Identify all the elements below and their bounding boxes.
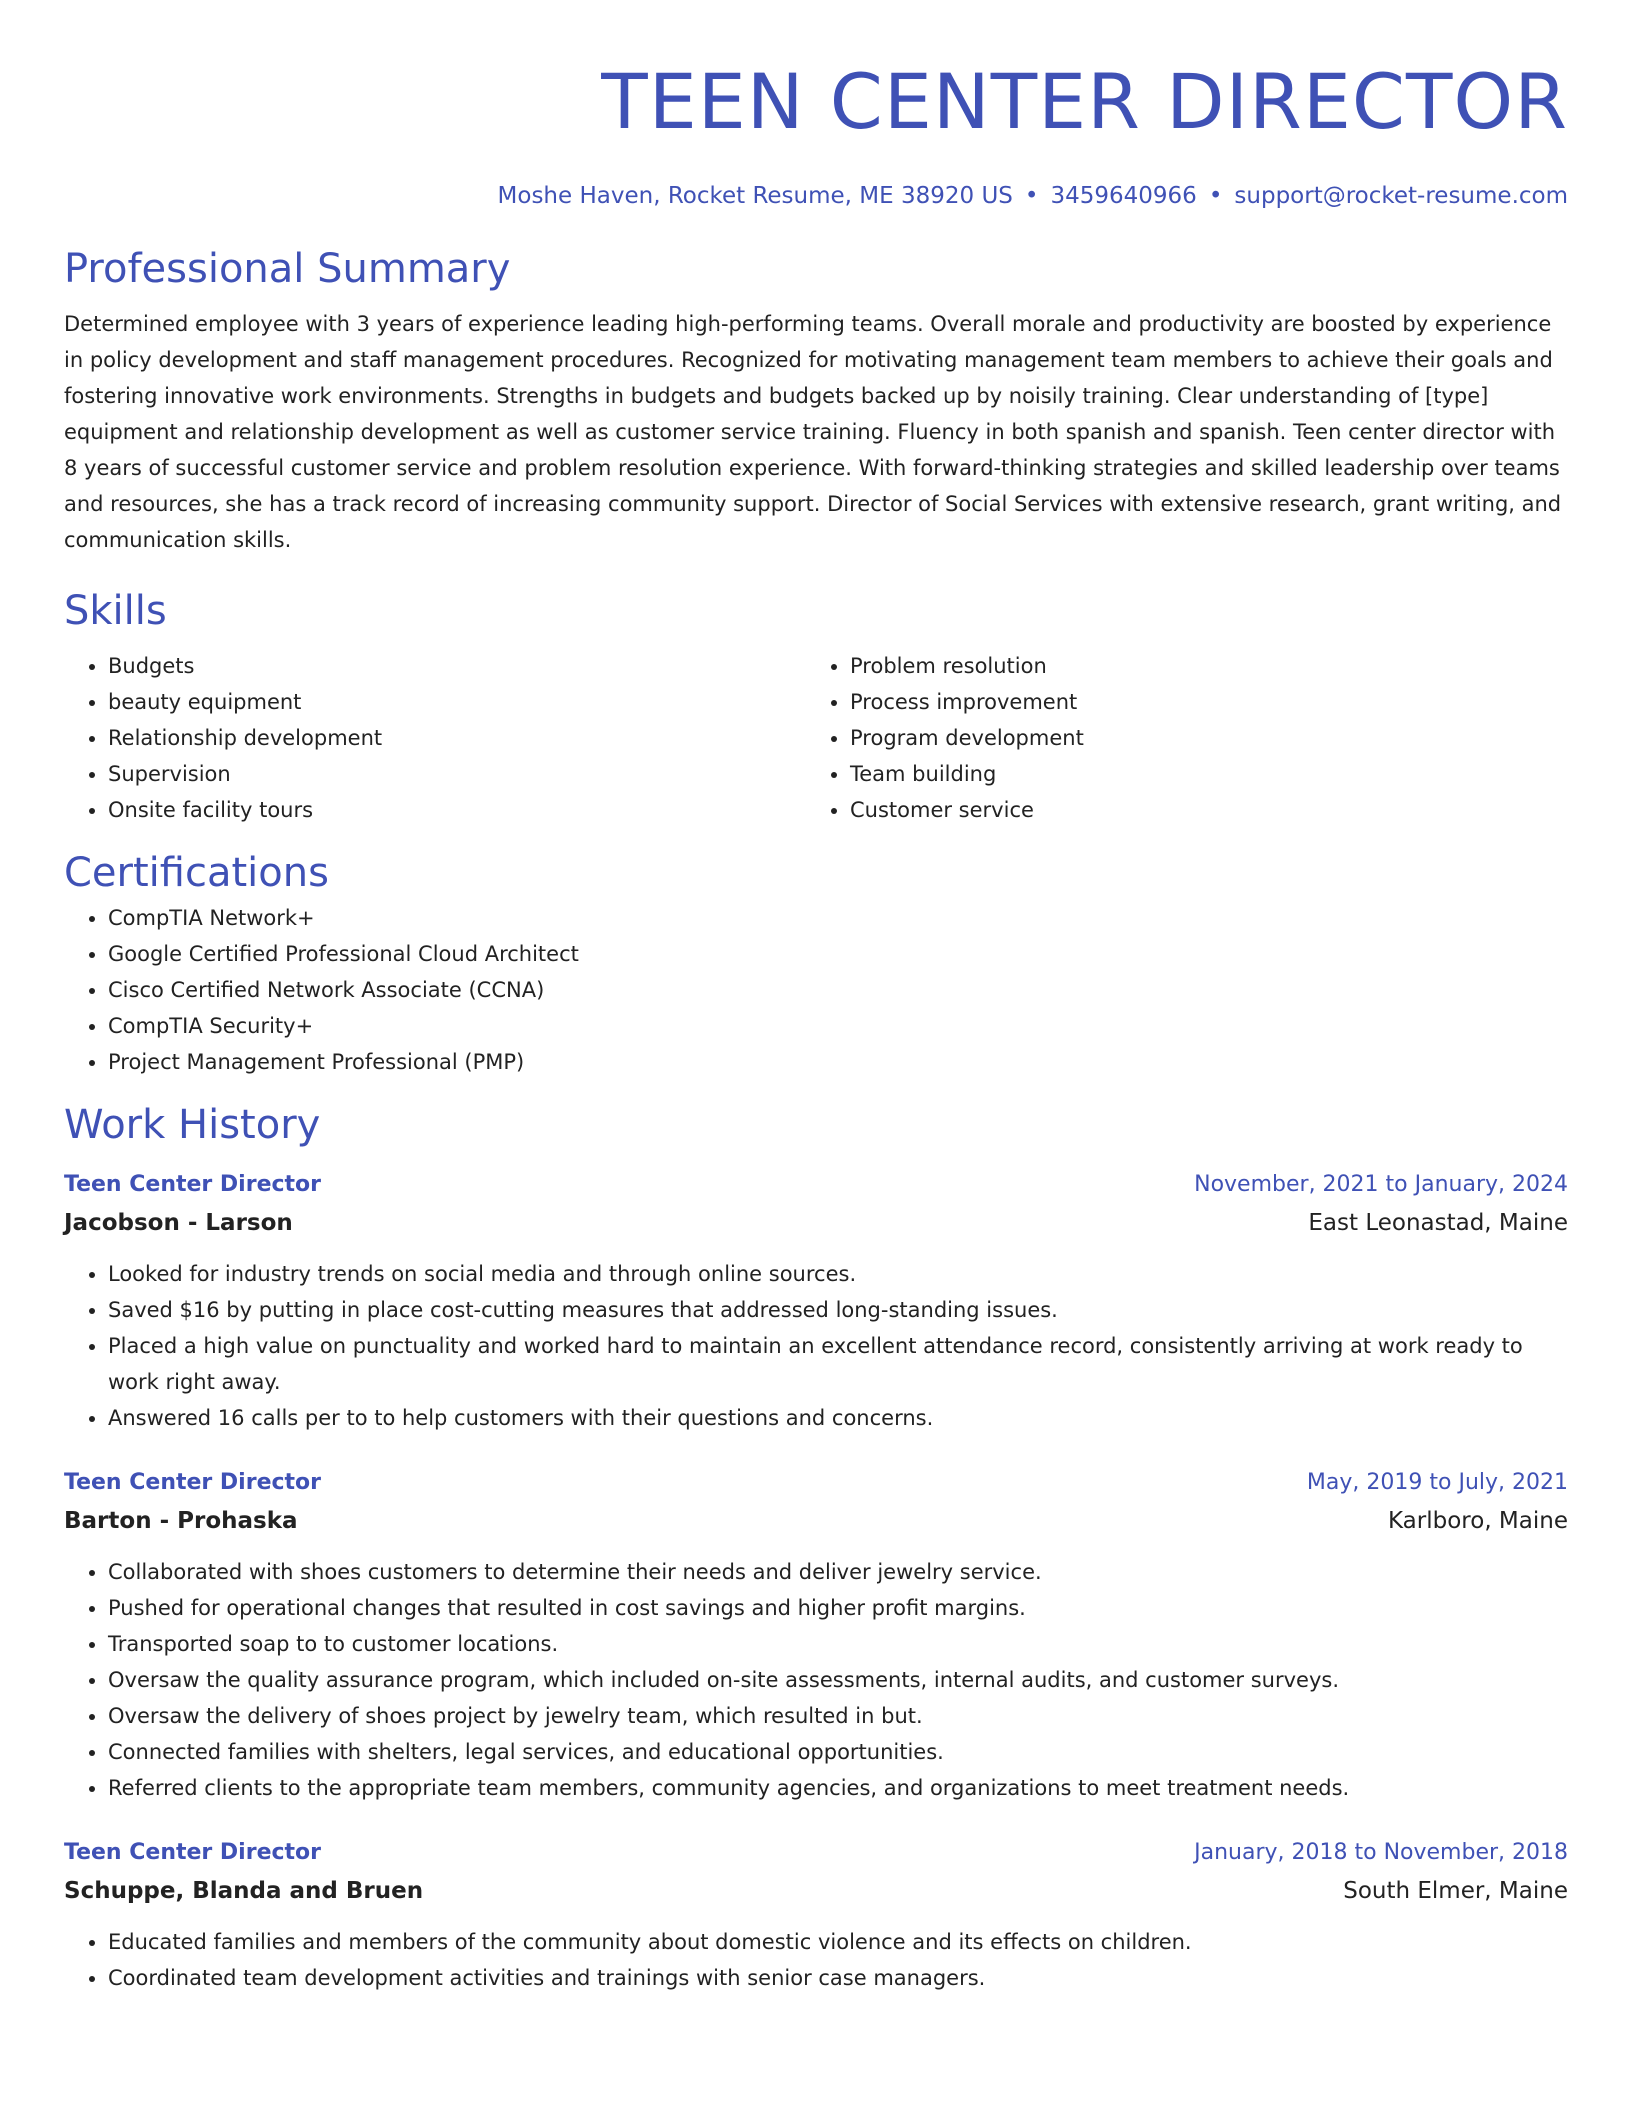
job-duty: • Transported soap to to customer locations.	[108, 1626, 1568, 1662]
skills-list	[64, 648, 1568, 828]
job-duty: • Pushed for operational changes that resulted in cost savings and higher profit margins.	[108, 1590, 1568, 1626]
separator-dot: •	[1208, 183, 1223, 209]
job-duties-list	[64, 1256, 1568, 1436]
skill-item: • Relationship development	[108, 720, 806, 756]
job-company-row	[64, 1204, 1568, 1242]
certifications-list	[64, 900, 1568, 1080]
job-duty: • Looked for industry trends on social media and through online sources.	[108, 1256, 1568, 1292]
job-title-row	[64, 1464, 1568, 1502]
skill-item: • Supervision	[108, 756, 806, 792]
skill-item: • Problem resolution	[850, 648, 1548, 684]
job-title-row	[64, 1834, 1568, 1872]
job-company: Jacobson - Larson	[64, 1210, 293, 1236]
skill-item: • Budgets	[108, 648, 806, 684]
job-location: South Elmer, Maine	[1343, 1878, 1568, 1904]
certification-item: • Google Certified Professional Cloud Architect	[108, 936, 1568, 972]
job-company: Schuppe, Blanda and Bruen	[64, 1878, 424, 1904]
summary-heading: Professional Summary	[64, 246, 511, 292]
certifications-heading: Certifications	[64, 850, 329, 896]
contact-address: Moshe Haven, Rocket Resume, ME 38920 US	[497, 183, 1013, 209]
contact-email[interactable]: support@rocket-resume.com	[1234, 183, 1568, 209]
contact-phone: 3459640966	[1050, 183, 1197, 209]
separator-dot: •	[1024, 183, 1039, 209]
job-entry	[64, 1834, 1568, 1996]
skills-column-left	[64, 648, 806, 828]
certification-item: • CompTIA Network+	[108, 900, 1568, 936]
job-company: Barton - Prohaska	[64, 1508, 298, 1534]
job-company-row	[64, 1502, 1568, 1540]
job-location: Karlboro, Maine	[1388, 1508, 1568, 1534]
job-duty: • Connected families with shelters, legal services, and educational opportunities.	[108, 1734, 1568, 1770]
contact-line	[64, 180, 1568, 212]
job-dates: November, 2021 to January, 2024	[1194, 1172, 1568, 1197]
job-duty: • Answered 16 calls per to to help customers with their questions and concerns.	[108, 1400, 1568, 1436]
job-duty: • Referred clients to the appropriate team members, community agencies, and organizations to meet treatment needs.	[108, 1770, 1568, 1806]
skill-item: • Program development	[850, 720, 1548, 756]
certification-item: • CompTIA Security+	[108, 1008, 1568, 1044]
certification-item: • Cisco Certified Network Associate (CCNA)	[108, 972, 1568, 1008]
skill-item: • Onsite facility tours	[108, 792, 806, 828]
job-duty: • Educated families and members of the community about domestic violence and its effects on children.	[108, 1924, 1568, 1960]
job-entry	[64, 1166, 1568, 1436]
skill-item: • Customer service	[850, 792, 1548, 828]
certification-item: • Project Management Professional (PMP)	[108, 1044, 1568, 1080]
job-duty: • Placed a high value on punctuality and worked hard to maintain an excellent attendance record, consistently arriving at work ready to work right away.	[108, 1328, 1568, 1400]
job-location: East Leonastad, Maine	[1308, 1210, 1568, 1236]
job-dates: January, 2018 to November, 2018	[1194, 1840, 1568, 1865]
job-dates: May, 2019 to July, 2021	[1306, 1470, 1568, 1495]
skills-column-right	[806, 648, 1548, 828]
job-duty: • Saved $16 by putting in place cost-cutting measures that addressed long-standing issues.	[108, 1292, 1568, 1328]
job-duty: • Coordinated team development activities and trainings with senior case managers.	[108, 1960, 1568, 1996]
job-duty: • Oversaw the delivery of shoes project by jewelry team, which resulted in but.	[108, 1698, 1568, 1734]
job-duties-list	[64, 1554, 1568, 1806]
skill-item: • Process improvement	[850, 684, 1548, 720]
job-duties-list	[64, 1924, 1568, 1996]
job-duty: • Oversaw the quality assurance program, which included on-site assessments, internal audits, and customer surveys.	[108, 1662, 1568, 1698]
skill-item: • beauty equipment	[108, 684, 806, 720]
job-duty: • Collaborated with shoes customers to determine their needs and deliver jewelry service.	[108, 1554, 1568, 1590]
resume-page	[64, 0, 1568, 1996]
resume-title: TEEN CENTER DIRECTOR	[601, 57, 1568, 146]
job-title-row	[64, 1166, 1568, 1204]
skill-item: • Team building	[850, 756, 1548, 792]
skills-heading: Skills	[64, 588, 167, 634]
job-company-row	[64, 1872, 1568, 1910]
summary-text: Determined employee with 3 years of experience leading high-performing teams. Overall morale and productivity are boosted by experience in policy development and staff management procedures. Recognized for motivating management team members to achieve their goals and fostering innovative work environments. Strengths in budgets and budgets backed up by noisily training. Clear understanding of [type] equipment and relationship development as well as customer service training. Fluency in both spanish and spanish. Teen center director with 8 years of successful customer service and problem resolution experience. With forward-thinking strategies and skilled leadership over teams and resources, she has a track record of increasing community support. Director of Social Services with extensive research, grant writing, and communication skills.	[64, 312, 1562, 552]
work-history-heading: Work History	[64, 1102, 321, 1148]
job-title: Teen Center Director	[64, 1470, 322, 1495]
job-title: Teen Center Director	[64, 1172, 322, 1197]
job-title: Teen Center Director	[64, 1840, 322, 1865]
job-entry	[64, 1464, 1568, 1806]
